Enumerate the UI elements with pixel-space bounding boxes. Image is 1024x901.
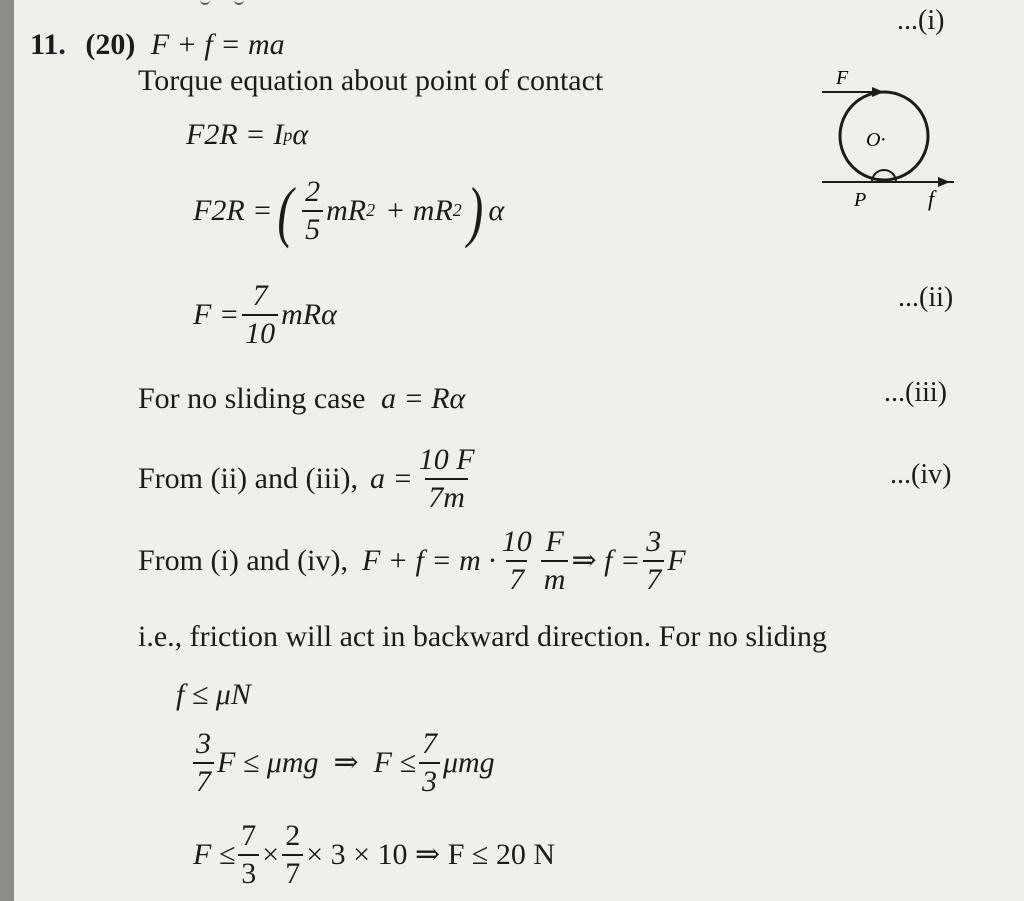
- torque-heading: Torque equation about point of contact: [138, 64, 604, 97]
- friction-arrowhead: [938, 177, 950, 187]
- fraction-10F-7m: [416, 444, 478, 513]
- no-sliding-text: For no sliding case: [138, 382, 366, 415]
- fraction-2-7: [282, 820, 303, 889]
- torque2-term2: + mR: [385, 193, 453, 227]
- fraction-7-3: [419, 728, 440, 797]
- problem-answer: (20): [85, 28, 136, 61]
- fraction-F-m: [541, 526, 569, 595]
- from-ii-iii-lhs: a =: [369, 461, 413, 495]
- frac-den: 5: [302, 210, 323, 246]
- force-equation: [193, 280, 337, 349]
- torque2-alpha: α: [488, 193, 505, 227]
- frac-den: 7m: [425, 478, 468, 514]
- from-i-iv-lhs: F + f = m ·: [361, 543, 496, 577]
- torque2-sq2: 2: [452, 200, 462, 220]
- right-paren: ): [467, 172, 484, 249]
- center-label: O·: [866, 129, 886, 151]
- left-paren: (: [277, 172, 294, 249]
- inequality-3: [193, 820, 555, 889]
- torque1-lhs: F2R =: [186, 118, 266, 151]
- no-sliding-equation: a = Rα: [380, 382, 466, 415]
- torque-equation-1: [186, 118, 308, 152]
- frac-c-rhs: F: [667, 543, 686, 577]
- frac-num: 3: [196, 727, 211, 760]
- torque2-lhs: F2R =: [193, 193, 273, 227]
- torque2-sq1: 2: [366, 200, 376, 220]
- frac-num: 2: [285, 819, 301, 852]
- frac-den: 7: [506, 560, 527, 596]
- torque1-sub: p: [283, 124, 293, 145]
- cropped-previous-line: [200, 0, 360, 6]
- frac-den: 7: [282, 854, 303, 890]
- times-sign: ×: [262, 837, 280, 871]
- equation-i: F + f = ma: [150, 28, 285, 61]
- fraction-2-5: [302, 176, 323, 245]
- problem-number: 11.: [30, 28, 66, 61]
- fraction-10-7: [499, 526, 535, 595]
- equation-tag-i: ...(i): [897, 5, 945, 36]
- fraction-7-3b: [238, 820, 259, 889]
- from-ii-iii-line: [138, 444, 481, 513]
- from-ii-iii-text: From (ii) and (iii),: [138, 461, 358, 495]
- friction-label: f: [928, 186, 935, 211]
- force-label: F: [836, 67, 849, 89]
- fraction-3-7b: [193, 728, 214, 797]
- friction-direction-text: i.e., friction will act in backward direction. For no sliding: [138, 620, 828, 653]
- frac-den: 7: [193, 762, 214, 798]
- frac-num: 2: [305, 175, 321, 208]
- frac-den: 3: [238, 854, 259, 890]
- torque2-term1: mR: [326, 193, 367, 227]
- inequality-2: [190, 728, 495, 797]
- frac-num: 7: [252, 279, 268, 312]
- frac-den: 7: [643, 560, 664, 596]
- no-sliding-line: [138, 384, 465, 414]
- inequality-1: f ≤ μN: [176, 678, 251, 711]
- torque1-alpha: α: [292, 118, 309, 151]
- equation-tag-iv: ...(iv): [890, 459, 952, 490]
- force-lhs: F =: [193, 297, 240, 331]
- ineq2-rhs: μmg: [442, 745, 495, 779]
- equation-tag-ii: ...(ii): [898, 282, 954, 313]
- equation-tag-iii: ...(iii): [884, 377, 947, 408]
- contact-label: P: [854, 189, 867, 211]
- frac-den: 10: [242, 314, 278, 350]
- frac-num: 7: [241, 819, 257, 852]
- frac-num: 3: [646, 525, 662, 558]
- from-i-iv-text: From (i) and (iv),: [138, 543, 348, 577]
- torque-equation-2: [193, 172, 505, 249]
- ineq3-rhs: × 3 × 10 ⇒ F ≤ 20 N: [306, 838, 556, 871]
- rolling-sphere-diagram: [814, 64, 964, 214]
- fraction-3-7: [643, 526, 664, 595]
- frac-num: 7: [421, 727, 437, 760]
- frac-num: 10 F: [418, 443, 475, 476]
- ineq3-lhs: F ≤: [193, 837, 236, 871]
- frac-num: 10: [501, 525, 532, 558]
- fraction-7-10: [242, 280, 278, 349]
- problem-header: [30, 30, 285, 60]
- frac-num: F: [545, 525, 564, 558]
- frac-den: 3: [419, 762, 440, 798]
- ineq2-middle: F ≤ μmg ⇒ F ≤: [217, 746, 416, 779]
- frac-den: m: [541, 560, 569, 596]
- implies-f: ⇒ f =: [571, 544, 641, 577]
- page-edge-shadow: [0, 0, 14, 901]
- from-i-iv-line: [138, 526, 686, 595]
- force-rhs: mRα: [281, 297, 337, 331]
- torque1-I: I: [273, 118, 284, 151]
